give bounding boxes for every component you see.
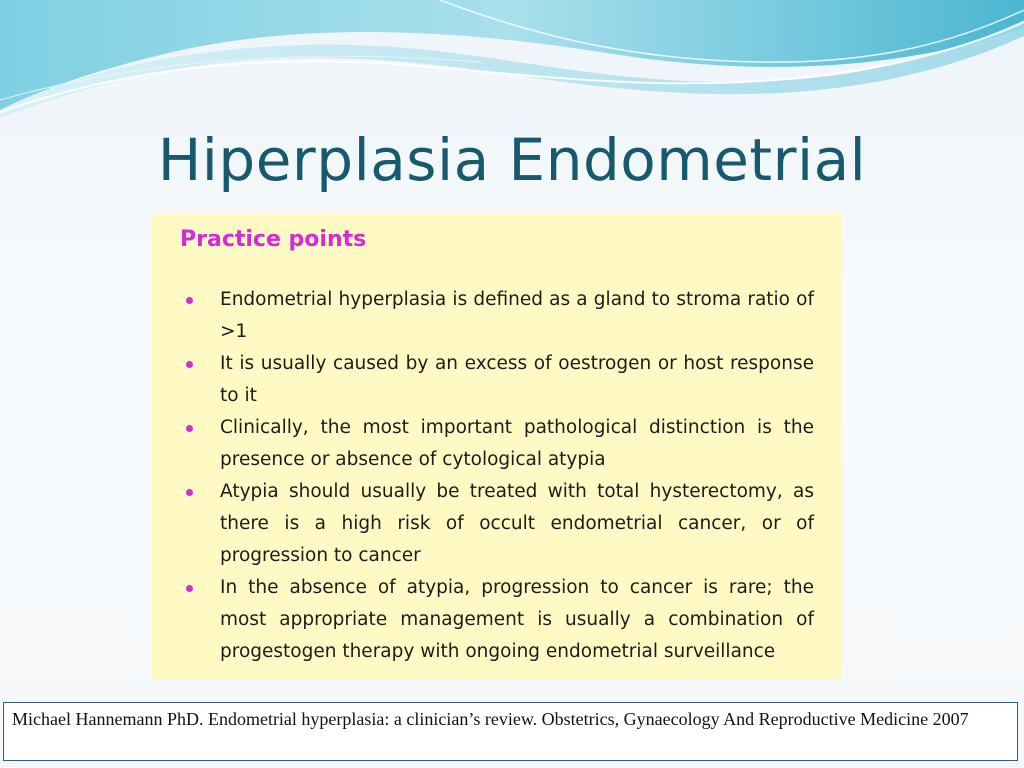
slide-title: Hiperplasia Endometrial: [157, 126, 867, 194]
list-item-text: Atypia should usually be treated with total hysterectomy, as there is a high risk of occult endometrial cancer, or of progression to cancer: [220, 481, 814, 566]
citation-box: Michael Hannemann PhD. Endometrial hyperplasia: a clinician’s review. Obstetrics, Gynaecology And Reproductive Medicine 2007: [3, 702, 1018, 761]
header-wave-decoration: [0, 0, 1024, 120]
bullet-dot-icon: [186, 361, 193, 368]
list-item-text: Clinically, the most important pathological distinction is the presence or absence of cytological atypia: [220, 417, 814, 470]
bullet-dot-icon: [186, 297, 193, 304]
bullet-dot-icon: [186, 425, 193, 432]
practice-points-list: [180, 284, 814, 668]
practice-points-box: [152, 214, 842, 680]
bullet-dot-icon: [186, 489, 193, 496]
list-item: [180, 284, 814, 348]
list-item: [180, 412, 814, 476]
list-item: [180, 476, 814, 572]
list-item-text: It is usually caused by an excess of oestrogen or host response to it: [220, 353, 814, 406]
list-item: [180, 572, 814, 668]
bullet-dot-icon: [186, 585, 193, 592]
list-item: [180, 348, 814, 412]
practice-points-heading: Practice points: [180, 227, 367, 252]
list-item-text: In the absence of atypia, progression to cancer is rare; the most appropriate management is usually a combination of progestogen therapy with ongoing endometrial surveillance: [220, 577, 814, 662]
list-item-text: Endometrial hyperplasia is defined as a gland to stroma ratio of >1: [220, 289, 814, 342]
